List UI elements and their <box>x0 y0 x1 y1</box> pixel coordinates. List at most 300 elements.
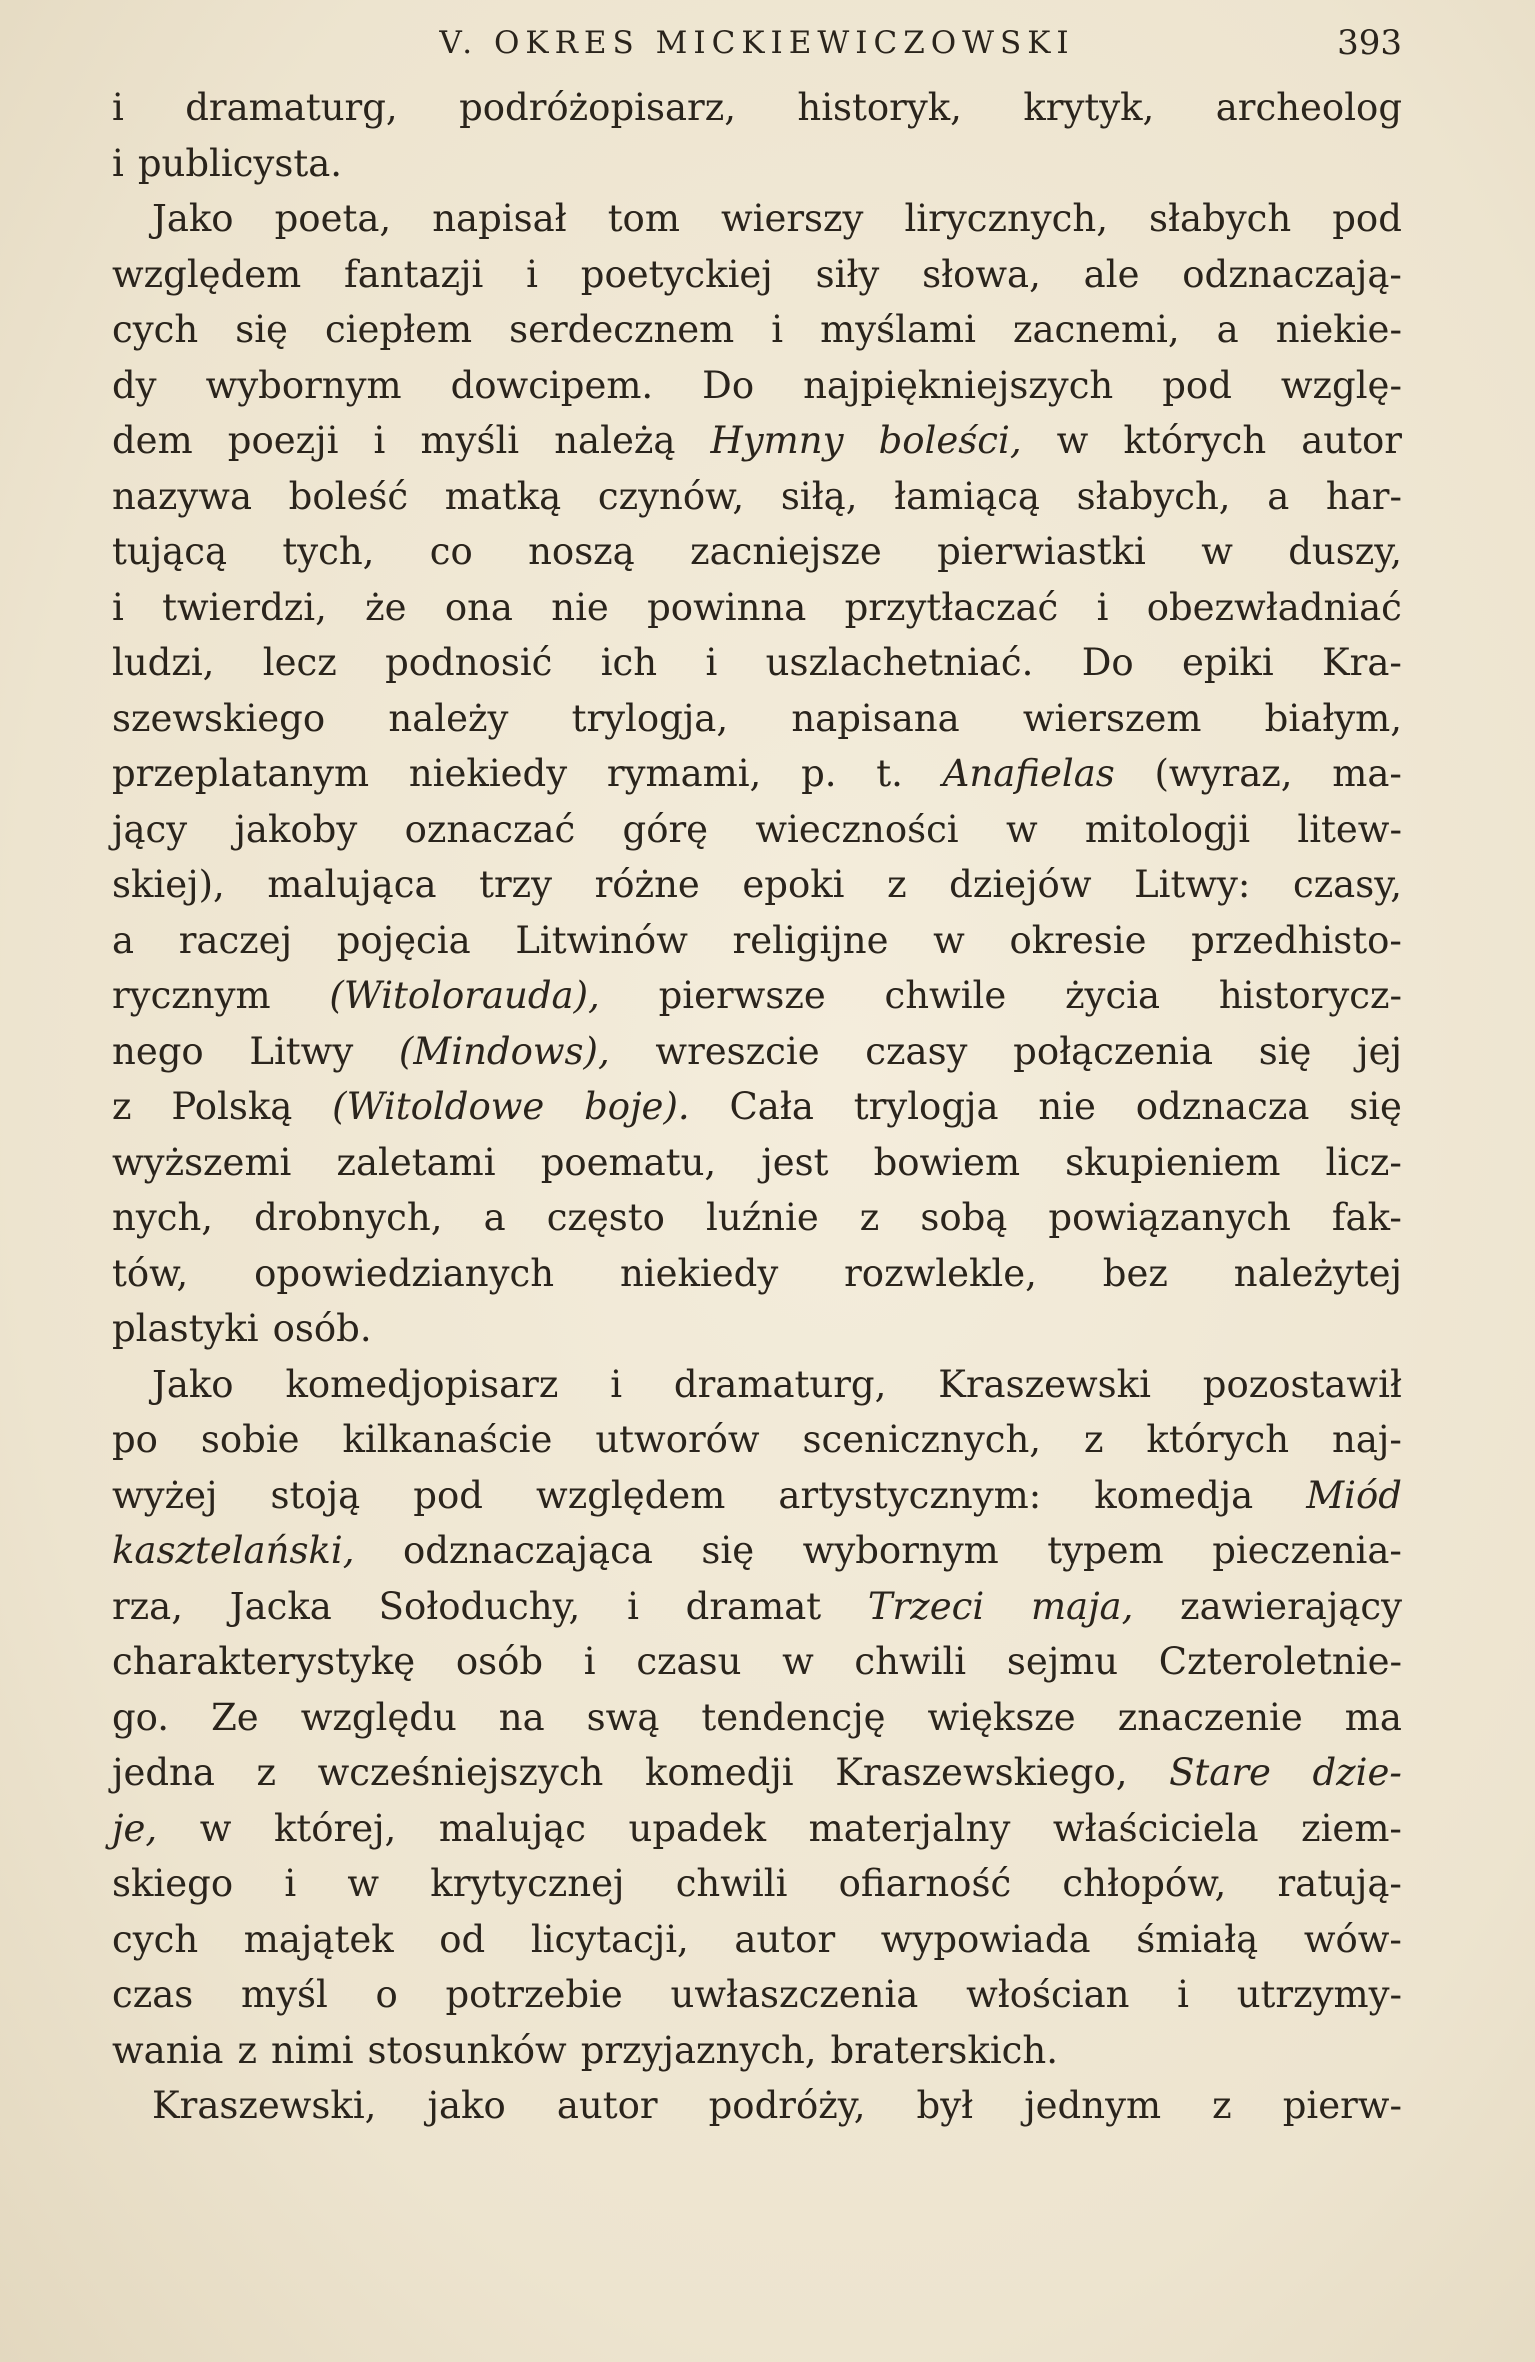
word: ma- <box>1332 752 1402 795</box>
word: bez <box>1102 1251 1168 1295</box>
word: autor <box>556 2084 658 2127</box>
word: utworów <box>595 1418 760 1461</box>
word: z <box>1212 2084 1232 2127</box>
word: życia <box>1065 974 1161 1017</box>
word: dziejów <box>949 863 1092 906</box>
word: mitologji <box>1084 807 1251 851</box>
word: siły <box>815 252 880 296</box>
word: drobnych, <box>254 1196 443 1239</box>
word: których <box>1123 419 1267 462</box>
word: przedhisto- <box>1191 918 1402 962</box>
word: w <box>1005 807 1038 851</box>
text-line <box>112 1468 1402 1524</box>
word: malująca <box>267 863 437 906</box>
word: myśl <box>240 1973 328 2016</box>
word: w <box>347 1862 380 1905</box>
text-line <box>112 1912 1402 1968</box>
word: a <box>483 1196 506 1239</box>
word: pod <box>413 1473 483 1517</box>
word: z <box>887 863 907 906</box>
word: Jako <box>152 1362 234 1406</box>
word: chwili <box>675 1862 788 1905</box>
word: pierwsze <box>658 974 826 1017</box>
word: lirycznych, <box>904 197 1108 240</box>
word: wierszem <box>1022 696 1202 740</box>
word: je, <box>112 1806 158 1850</box>
word: górę <box>622 807 709 851</box>
word: epoki <box>742 863 845 906</box>
word: dowcipem. <box>450 363 654 407</box>
word: stoją <box>270 1473 361 1517</box>
word: ofiarność <box>838 1862 1012 1905</box>
word: skiej), <box>112 863 225 906</box>
page-number: 393 <box>1337 23 1402 63</box>
word: stosunków <box>367 2028 567 2072</box>
word: luźnie <box>706 1196 819 1239</box>
word: i <box>284 1862 297 1905</box>
word: słowa, <box>922 252 1041 296</box>
body-text <box>112 80 1402 2134</box>
word: z <box>256 1751 277 1794</box>
word: nie <box>1038 1085 1096 1128</box>
word: osób <box>455 1640 544 1683</box>
word: należytej <box>1233 1251 1402 1295</box>
word: fantazji <box>344 252 484 296</box>
word: pierw- <box>1282 2084 1402 2127</box>
word: Kraszewskiego, <box>835 1751 1128 1794</box>
word: powinna <box>647 585 807 629</box>
word: jednym <box>1024 2084 1162 2127</box>
word: ratują- <box>1277 1862 1402 1905</box>
word: i <box>1177 1973 1189 2016</box>
word: uszlachetniać. <box>765 641 1034 684</box>
word: okresie <box>1009 918 1147 962</box>
word: i <box>112 585 124 629</box>
word: wieczności <box>755 807 959 851</box>
word: a <box>112 918 135 962</box>
text-line <box>112 746 1402 802</box>
word: się <box>1258 1029 1312 1073</box>
word: Czteroletnie- <box>1158 1640 1402 1683</box>
word: w <box>199 1806 232 1850</box>
word: chwile <box>884 974 1007 1017</box>
word: podróżopisarz, <box>459 86 736 129</box>
text-line <box>112 524 1402 580</box>
word: dramat <box>685 1584 822 1628</box>
word: czasy <box>865 1029 968 1073</box>
word: lecz <box>262 641 337 684</box>
word: dem <box>112 419 193 462</box>
word: potrzebie <box>445 1973 623 2016</box>
word: większe <box>927 1695 1076 1739</box>
word: wyższemi <box>112 1140 292 1184</box>
word: poezji <box>227 419 339 462</box>
word: nimi <box>270 2028 354 2072</box>
word: podróży, <box>708 2084 866 2127</box>
text-line <box>112 191 1402 247</box>
word: z <box>237 2028 257 2072</box>
word: myśli <box>420 419 520 462</box>
text-line <box>112 413 1402 469</box>
word: połączenia <box>1013 1029 1214 1073</box>
word: się <box>1349 1085 1402 1128</box>
page-header <box>112 18 1402 68</box>
word: łamiącą <box>894 474 1040 518</box>
word: i <box>627 1584 639 1628</box>
word: zawierający <box>1180 1584 1402 1628</box>
word: ludzi, <box>112 641 215 684</box>
word: sobie <box>200 1418 300 1461</box>
word: z <box>859 1196 880 1239</box>
word: poeta, <box>274 197 392 240</box>
word: rymami, <box>606 752 762 795</box>
word: najpiękniejszych <box>803 363 1114 407</box>
word: scenicznych, <box>802 1418 1042 1461</box>
word: Trzeci <box>867 1584 985 1628</box>
text-line <box>112 2078 1402 2134</box>
word: bowiem <box>873 1140 1021 1184</box>
text-line <box>112 1967 1402 2023</box>
word: naj- <box>1332 1418 1402 1461</box>
word: krytycznej <box>430 1862 625 1905</box>
word: myślami <box>820 308 976 351</box>
word: nych, <box>112 1196 214 1239</box>
word: Kra- <box>1322 641 1402 684</box>
word: har- <box>1325 474 1402 518</box>
word: od <box>439 1917 486 1961</box>
word: odznaczająca <box>402 1529 653 1572</box>
word: ich <box>600 641 658 684</box>
word: znaczenie <box>1117 1695 1303 1739</box>
word: dzie- <box>1312 1751 1402 1794</box>
text-line <box>112 580 1402 636</box>
word: przyjaznych, <box>580 2028 817 2072</box>
word: pod <box>1162 363 1232 407</box>
word: pierwiastki <box>937 530 1146 573</box>
word: Litwy: <box>1134 863 1251 906</box>
word: sejmu <box>1006 1640 1119 1683</box>
word: duszy, <box>1288 530 1402 573</box>
text-line <box>112 1412 1402 1468</box>
text-line <box>112 1690 1402 1746</box>
word: w <box>782 1640 814 1683</box>
word: dramaturg, <box>185 86 398 129</box>
word: i <box>610 1362 623 1406</box>
word: w <box>933 918 965 962</box>
word: Stare <box>1169 1751 1271 1794</box>
word: cych <box>112 308 199 351</box>
word: wypowiada <box>880 1917 1091 1961</box>
word: go. <box>112 1695 170 1739</box>
word: materjalny <box>808 1806 1011 1850</box>
word: zaletami <box>336 1140 496 1184</box>
word: wreszcie <box>655 1029 820 1073</box>
word: (Witolorauda), <box>329 974 600 1017</box>
word: siłą, <box>780 474 858 518</box>
word: sobą <box>920 1196 1008 1239</box>
word: Jako <box>152 197 234 240</box>
word: boleści, <box>878 419 1022 462</box>
text-line <box>112 247 1402 303</box>
word: trylogja, <box>571 696 729 740</box>
word: opowiedzianych <box>254 1251 555 1295</box>
word: względem <box>112 252 302 296</box>
word: Kraszewski <box>938 1362 1151 1406</box>
text-line <box>112 1190 1402 1246</box>
word: trzy <box>479 863 553 906</box>
word: podnosić <box>385 641 553 684</box>
word: (Mindows), <box>398 1029 610 1073</box>
word: chwili <box>854 1640 967 1683</box>
word: kilkanaście <box>342 1418 553 1461</box>
word: Do <box>702 363 755 407</box>
word: nego <box>112 1029 204 1073</box>
word: słabych, <box>1076 474 1231 518</box>
word: Jacka <box>229 1584 332 1628</box>
word: wybornym <box>205 363 402 407</box>
text-line <box>112 1856 1402 1912</box>
word: ale <box>1083 252 1140 296</box>
word: chłopów, <box>1062 1862 1227 1905</box>
word: niekiedy <box>408 752 568 795</box>
word: nazywa <box>112 474 253 518</box>
word: utrzymy- <box>1236 1973 1402 2016</box>
word: kasztelański, <box>112 1529 355 1572</box>
word: publicysta. <box>137 141 343 185</box>
word: licz- <box>1325 1140 1402 1184</box>
word: komedji <box>644 1751 794 1794</box>
word: której, <box>273 1806 397 1850</box>
word: nie <box>551 585 609 629</box>
word: autor <box>734 1917 836 1961</box>
word: Litwinów <box>515 918 688 962</box>
word: napisał <box>432 197 567 240</box>
word: się <box>701 1529 755 1572</box>
word: epiki <box>1182 641 1274 684</box>
text-line <box>112 1745 1402 1801</box>
word: oznaczać <box>404 807 576 851</box>
word: przytłaczać <box>844 585 1059 629</box>
word: tom <box>607 197 680 240</box>
word: twierdzi, <box>162 585 327 629</box>
word: Miód <box>1306 1473 1402 1517</box>
word: różne <box>594 863 700 906</box>
word: maja, <box>1030 1584 1134 1628</box>
word: ciepłem <box>324 308 473 351</box>
word: względu <box>300 1695 457 1739</box>
word: fak- <box>1331 1196 1402 1239</box>
word: poematu, <box>540 1140 717 1184</box>
word: słabych <box>1149 197 1292 240</box>
word: noszą <box>528 530 635 573</box>
word: t. <box>876 752 903 795</box>
word: serdecznem <box>509 308 735 351</box>
text-line <box>112 802 1402 858</box>
word: względem <box>536 1473 726 1517</box>
word: charakterystykę <box>112 1640 416 1683</box>
word: (Witoldowe <box>332 1085 545 1128</box>
word: dramaturg, <box>673 1362 887 1406</box>
word: jakoby <box>234 807 358 851</box>
word: szewskiego <box>112 696 326 740</box>
word: wyżej <box>112 1473 218 1517</box>
word: boje). <box>584 1085 690 1128</box>
word: ziem- <box>1301 1806 1402 1850</box>
word: Kraszewski, <box>152 2084 377 2127</box>
word: i <box>112 86 124 129</box>
word: tych, <box>282 530 375 573</box>
word: i <box>373 419 386 462</box>
word: komedjopisarz <box>285 1362 559 1406</box>
word: dy <box>112 363 157 407</box>
word: włościan <box>966 1973 1130 2016</box>
word: wzglę- <box>1280 363 1402 407</box>
word: historycz- <box>1218 974 1402 1017</box>
word: boleść <box>288 474 409 518</box>
word: malując <box>438 1806 586 1850</box>
text-line <box>112 136 1402 192</box>
text-line <box>112 1634 1402 1690</box>
word: się <box>235 308 288 351</box>
word: niekiedy <box>619 1251 779 1295</box>
word: archeolog <box>1215 86 1402 129</box>
word: w <box>1056 419 1089 462</box>
word: plastyki <box>112 1307 259 1350</box>
word: Ze <box>211 1695 259 1739</box>
word: i <box>526 252 538 296</box>
word: ona <box>444 585 513 629</box>
word: licytacji, <box>530 1917 689 1961</box>
word: artystycznym: <box>778 1473 1042 1517</box>
word: odznacza <box>1135 1085 1310 1128</box>
word: uwłaszczenia <box>670 1973 919 2016</box>
word: Hymny <box>710 419 844 462</box>
word: był <box>916 2084 974 2127</box>
text-line <box>112 302 1402 358</box>
word: z <box>112 1085 132 1128</box>
text-line <box>112 80 1402 136</box>
word: pojęcia <box>336 918 471 962</box>
word: jej <box>1357 1029 1402 1073</box>
text-line <box>112 1301 1402 1357</box>
word: tującą <box>112 530 228 573</box>
word: matką <box>444 474 562 518</box>
word: obezwładniać <box>1146 585 1402 629</box>
word: swą <box>586 1695 660 1739</box>
word: skiego <box>112 1862 234 1905</box>
word: z <box>1083 1418 1104 1461</box>
word: czynów, <box>597 474 745 518</box>
text-line <box>112 358 1402 414</box>
word: Litwy <box>249 1029 354 1073</box>
word: śmiałą <box>1136 1917 1259 1961</box>
word: rza, <box>112 1584 184 1628</box>
word: i <box>1096 585 1109 629</box>
text-line <box>112 913 1402 969</box>
word: i <box>583 1640 596 1683</box>
text-line <box>112 691 1402 747</box>
word: przeplatanym <box>112 752 370 795</box>
word: p. <box>801 752 837 795</box>
word: należą <box>554 419 676 462</box>
word: jest <box>761 1140 829 1184</box>
word: upadek <box>628 1806 767 1850</box>
word: w <box>1201 530 1233 573</box>
word: skupieniem <box>1065 1140 1281 1184</box>
word: o <box>375 1973 398 2016</box>
word: tów, <box>112 1251 189 1295</box>
word: zacnemi, <box>1012 308 1180 351</box>
word: jący <box>112 807 188 851</box>
text-line <box>112 857 1402 913</box>
word: że <box>365 585 407 629</box>
word: Anafielas <box>942 752 1115 795</box>
word: pod <box>1332 197 1402 240</box>
word: białym, <box>1264 696 1402 740</box>
word: Do <box>1081 641 1134 684</box>
word: czasu <box>636 1640 742 1683</box>
word: co <box>429 530 473 573</box>
word: cych <box>112 1917 199 1961</box>
word: i <box>112 141 124 185</box>
word: wania <box>112 2028 224 2072</box>
word: jedna <box>112 1751 215 1794</box>
text-line <box>112 968 1402 1024</box>
word: trylogja <box>853 1085 999 1128</box>
text-line <box>112 1523 1402 1579</box>
word: raczej <box>178 918 293 962</box>
text-line <box>112 2023 1402 2079</box>
word: poetyckiej <box>580 252 773 296</box>
word: litew- <box>1297 807 1402 851</box>
word: czasy, <box>1292 863 1402 906</box>
word: należy <box>388 696 509 740</box>
text-line <box>112 635 1402 691</box>
word: tendencję <box>701 1695 886 1739</box>
word: (wyraz, <box>1154 752 1293 795</box>
word: braterskich. <box>830 2028 1058 2072</box>
word: rozwlekle, <box>844 1251 1037 1295</box>
word: krytyk, <box>1023 86 1155 129</box>
word: powiązanych <box>1048 1196 1291 1239</box>
word: rycznym <box>112 974 271 1017</box>
text-line <box>112 1079 1402 1135</box>
text-line <box>112 1357 1402 1413</box>
text-line <box>112 1135 1402 1191</box>
word: których <box>1146 1418 1290 1461</box>
text-line <box>112 1024 1402 1080</box>
word: czas <box>112 1973 194 2016</box>
word: komedja <box>1094 1473 1254 1517</box>
word: historyk, <box>797 86 962 129</box>
word: a <box>1216 308 1239 351</box>
word: majątek <box>243 1917 394 1961</box>
word: Sołoduchy, <box>378 1584 581 1628</box>
word: religijne <box>732 918 889 962</box>
word: często <box>546 1196 665 1239</box>
word: zacniejsze <box>690 530 882 573</box>
text-line <box>112 1246 1402 1302</box>
word: wcześniejszych <box>317 1751 604 1794</box>
word: pieczenia- <box>1212 1529 1402 1572</box>
word: Polską <box>171 1085 293 1128</box>
word: napisana <box>791 696 960 740</box>
word: ma <box>1344 1695 1402 1739</box>
word: osób. <box>272 1307 372 1350</box>
word: i <box>705 641 718 684</box>
word: a <box>1267 474 1290 518</box>
text-line <box>112 469 1402 525</box>
